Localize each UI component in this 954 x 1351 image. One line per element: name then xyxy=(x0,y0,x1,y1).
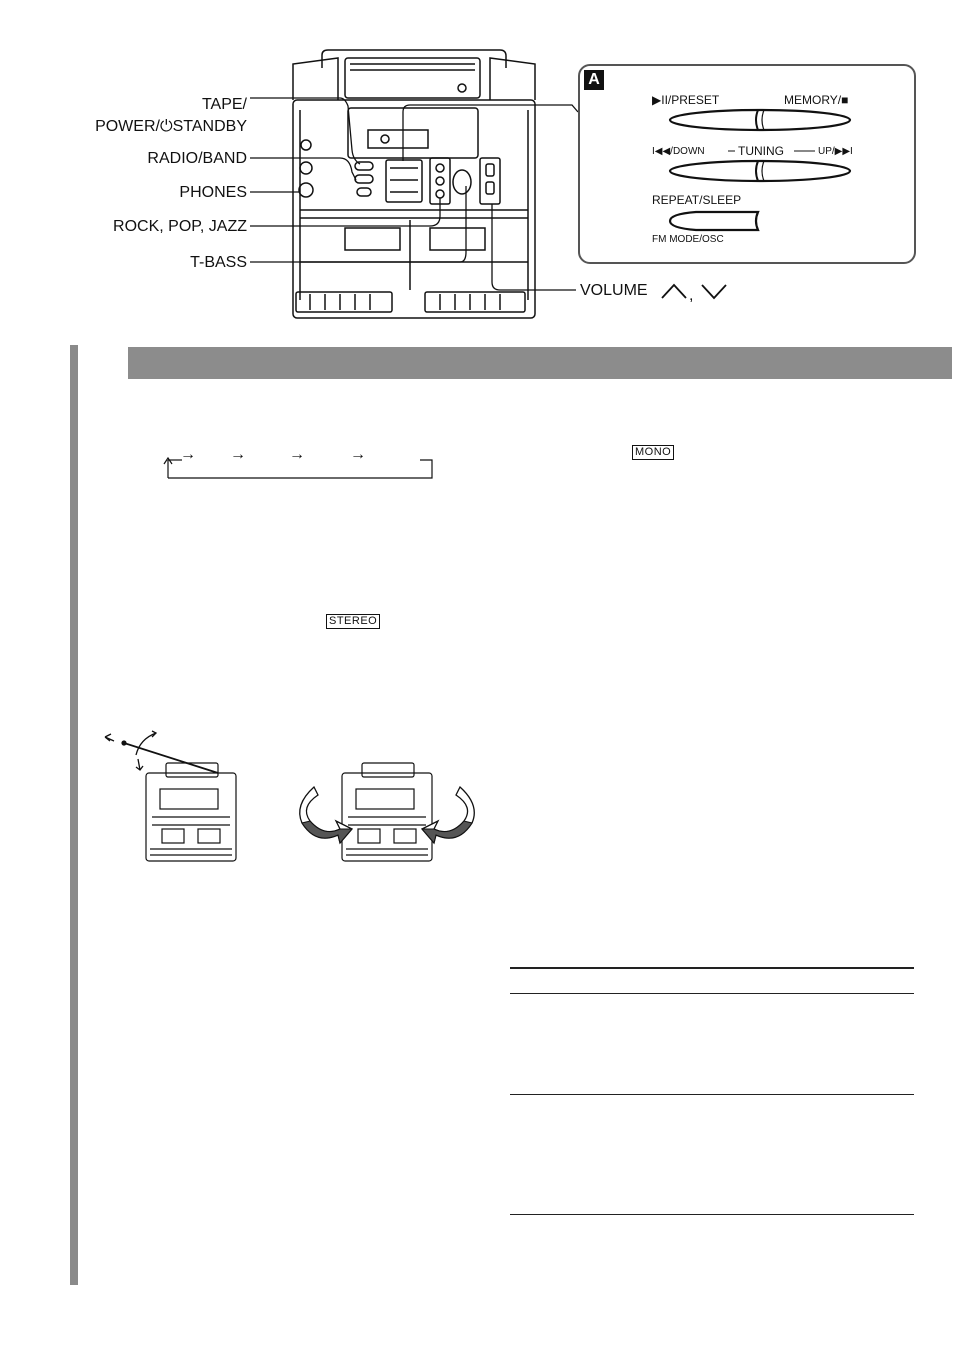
up-label: UP/▶▶I xyxy=(818,146,853,157)
svg-text:,: , xyxy=(689,287,694,302)
label-volume: VOLUME xyxy=(580,282,648,299)
label-power-standby: POWER/⏻STANDBY xyxy=(95,118,247,135)
down-label: I◀◀/DOWN xyxy=(652,146,705,157)
volume-up-down-icon xyxy=(660,280,740,302)
section-header-bar xyxy=(128,347,952,379)
mono-indicator: MONO xyxy=(632,445,674,460)
repeat-sleep-label: REPEAT/SLEEP xyxy=(652,193,742,207)
cycle-arrow-1: → xyxy=(180,446,196,463)
margin-bar xyxy=(70,345,78,1285)
table-rule-bottom xyxy=(510,1214,914,1215)
label-rock-pop-jazz: ROCK, POP, JAZZ xyxy=(113,218,247,235)
memory-label: MEMORY/■ xyxy=(784,93,849,107)
preset-memory-button xyxy=(670,110,850,130)
tuning-button xyxy=(670,161,850,181)
label-phones: PHONES xyxy=(179,184,247,201)
cycle-arrow-2: → xyxy=(230,446,246,463)
table-rule-row1 xyxy=(510,1094,914,1095)
table-rule-top xyxy=(510,967,914,969)
label-t-bass: T-BASS xyxy=(190,254,247,271)
cycle-arrow-4: → xyxy=(350,446,366,463)
antenna-illustrations xyxy=(100,725,480,870)
table-rule-header xyxy=(510,993,914,994)
cycle-arrow-3: → xyxy=(289,446,305,463)
label-tape: TAPE/ xyxy=(201,96,247,113)
tuning-label: TUNING xyxy=(738,144,784,158)
fm-mode-osc-label: FM MODE/OSC xyxy=(652,234,724,245)
stereo-indicator: STEREO xyxy=(326,614,380,629)
panel-a-buttons xyxy=(578,64,912,260)
repeat-sleep-button xyxy=(670,212,758,230)
preset-label: ▶II/PRESET xyxy=(652,93,720,107)
label-radio-band: RADIO/BAND xyxy=(147,150,247,167)
panel-a-badge: A xyxy=(584,70,604,90)
